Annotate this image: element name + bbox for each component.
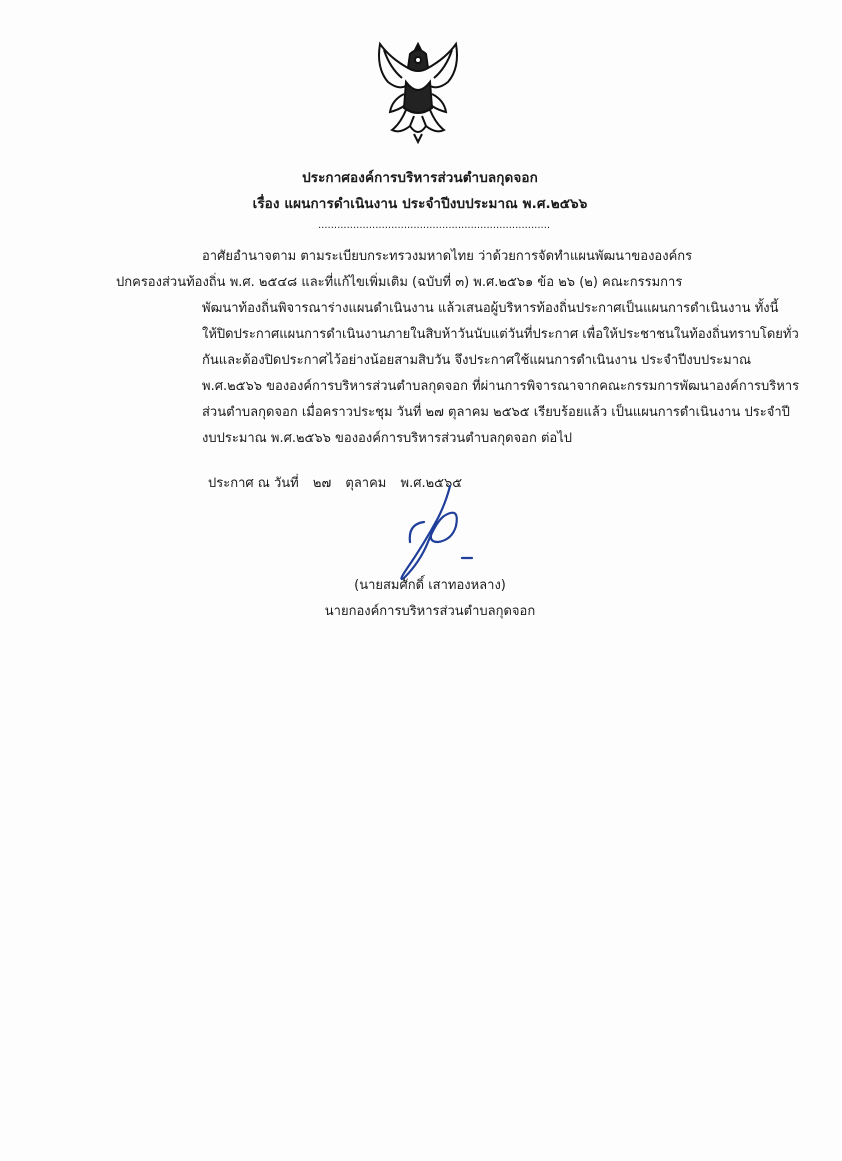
garuda-emblem-icon bbox=[370, 38, 466, 146]
body-line: งบประมาณ พ.ศ.๒๕๖๖ ขององค์การบริหารส่วนตำบลกุดจอก ต่อไป bbox=[202, 431, 573, 446]
body-line: ให้ปิดประกาศแผนการดำเนินงานภายในสิบห้าวันนับแต่วันที่ประกาศ เพื่อให้ประชาชนในท้องถิ่นทราบโดยทั่ว bbox=[202, 327, 799, 342]
signer-position: นายกองค์การบริหารส่วนตำบลกุดจอก bbox=[324, 604, 536, 619]
announcement-title: ประกาศองค์การบริหารส่วนตำบลกุดจอก bbox=[302, 170, 538, 186]
signer-name: (นายสมศักดิ์ เสาทองหลาง) bbox=[354, 578, 506, 593]
title-divider: ......................................................................... bbox=[318, 220, 551, 231]
proclamation-prefix: ประกาศ ณ วันที่ bbox=[208, 476, 299, 491]
announcement-subject: เรื่อง แผนการดำเนินงาน ประจำปีงบประมาณ พ.ศ.๒๕๖๖ bbox=[252, 196, 588, 212]
body-line: พ.ศ.๒๕๖๖ ขององค์การบริหารส่วนตำบลกุดจอก ที่ผ่านการพิจารณาจากคณะกรรมการพัฒนาองค์การบริหาร bbox=[202, 379, 800, 394]
announcement-body bbox=[116, 244, 800, 452]
body-line: พัฒนาท้องถิ่นพิจารณาร่างแผนดำเนินงาน แล้วเสนอผู้บริหารท้องถิ่นประกาศเป็นแผนการดำเนินงาน ทั้งนี้ bbox=[202, 301, 779, 316]
body-line: ปกครองส่วนท้องถิ่น พ.ศ. ๒๕๔๘ และที่แก้ไขเพิ่มเติม (ฉบับที่ ๓) พ.ศ.๒๕๖๑ ข้อ ๒๖ (๒) คณะกรรมการ bbox=[116, 275, 683, 290]
proclamation-month: ตุลาคม bbox=[345, 476, 387, 491]
body-line: ส่วนตำบลกุดจอก เมื่อคราวประชุม วันที่ ๒๗ ตุลาคม ๒๕๖๕ เรียบร้อยแล้ว เป็นแผนการดำเนินงาน ประจำปี bbox=[202, 405, 790, 420]
body-line: อาศัยอำนาจตาม ตามระเบียบกระทรวงมหาดไทย ว่าด้วยการจัดทำแผนพัฒนาขององค์กร bbox=[202, 249, 693, 264]
proclamation-day: ๒๗ bbox=[312, 476, 332, 491]
body-line: กันและต้องปิดประกาศไว้อย่างน้อยสามสิบวัน จึงประกาศใช้แผนการดำเนินงาน ประจำปีงบประมาณ bbox=[202, 353, 752, 368]
proclamation-year: พ.ศ.๒๕๖๕ bbox=[400, 476, 463, 491]
